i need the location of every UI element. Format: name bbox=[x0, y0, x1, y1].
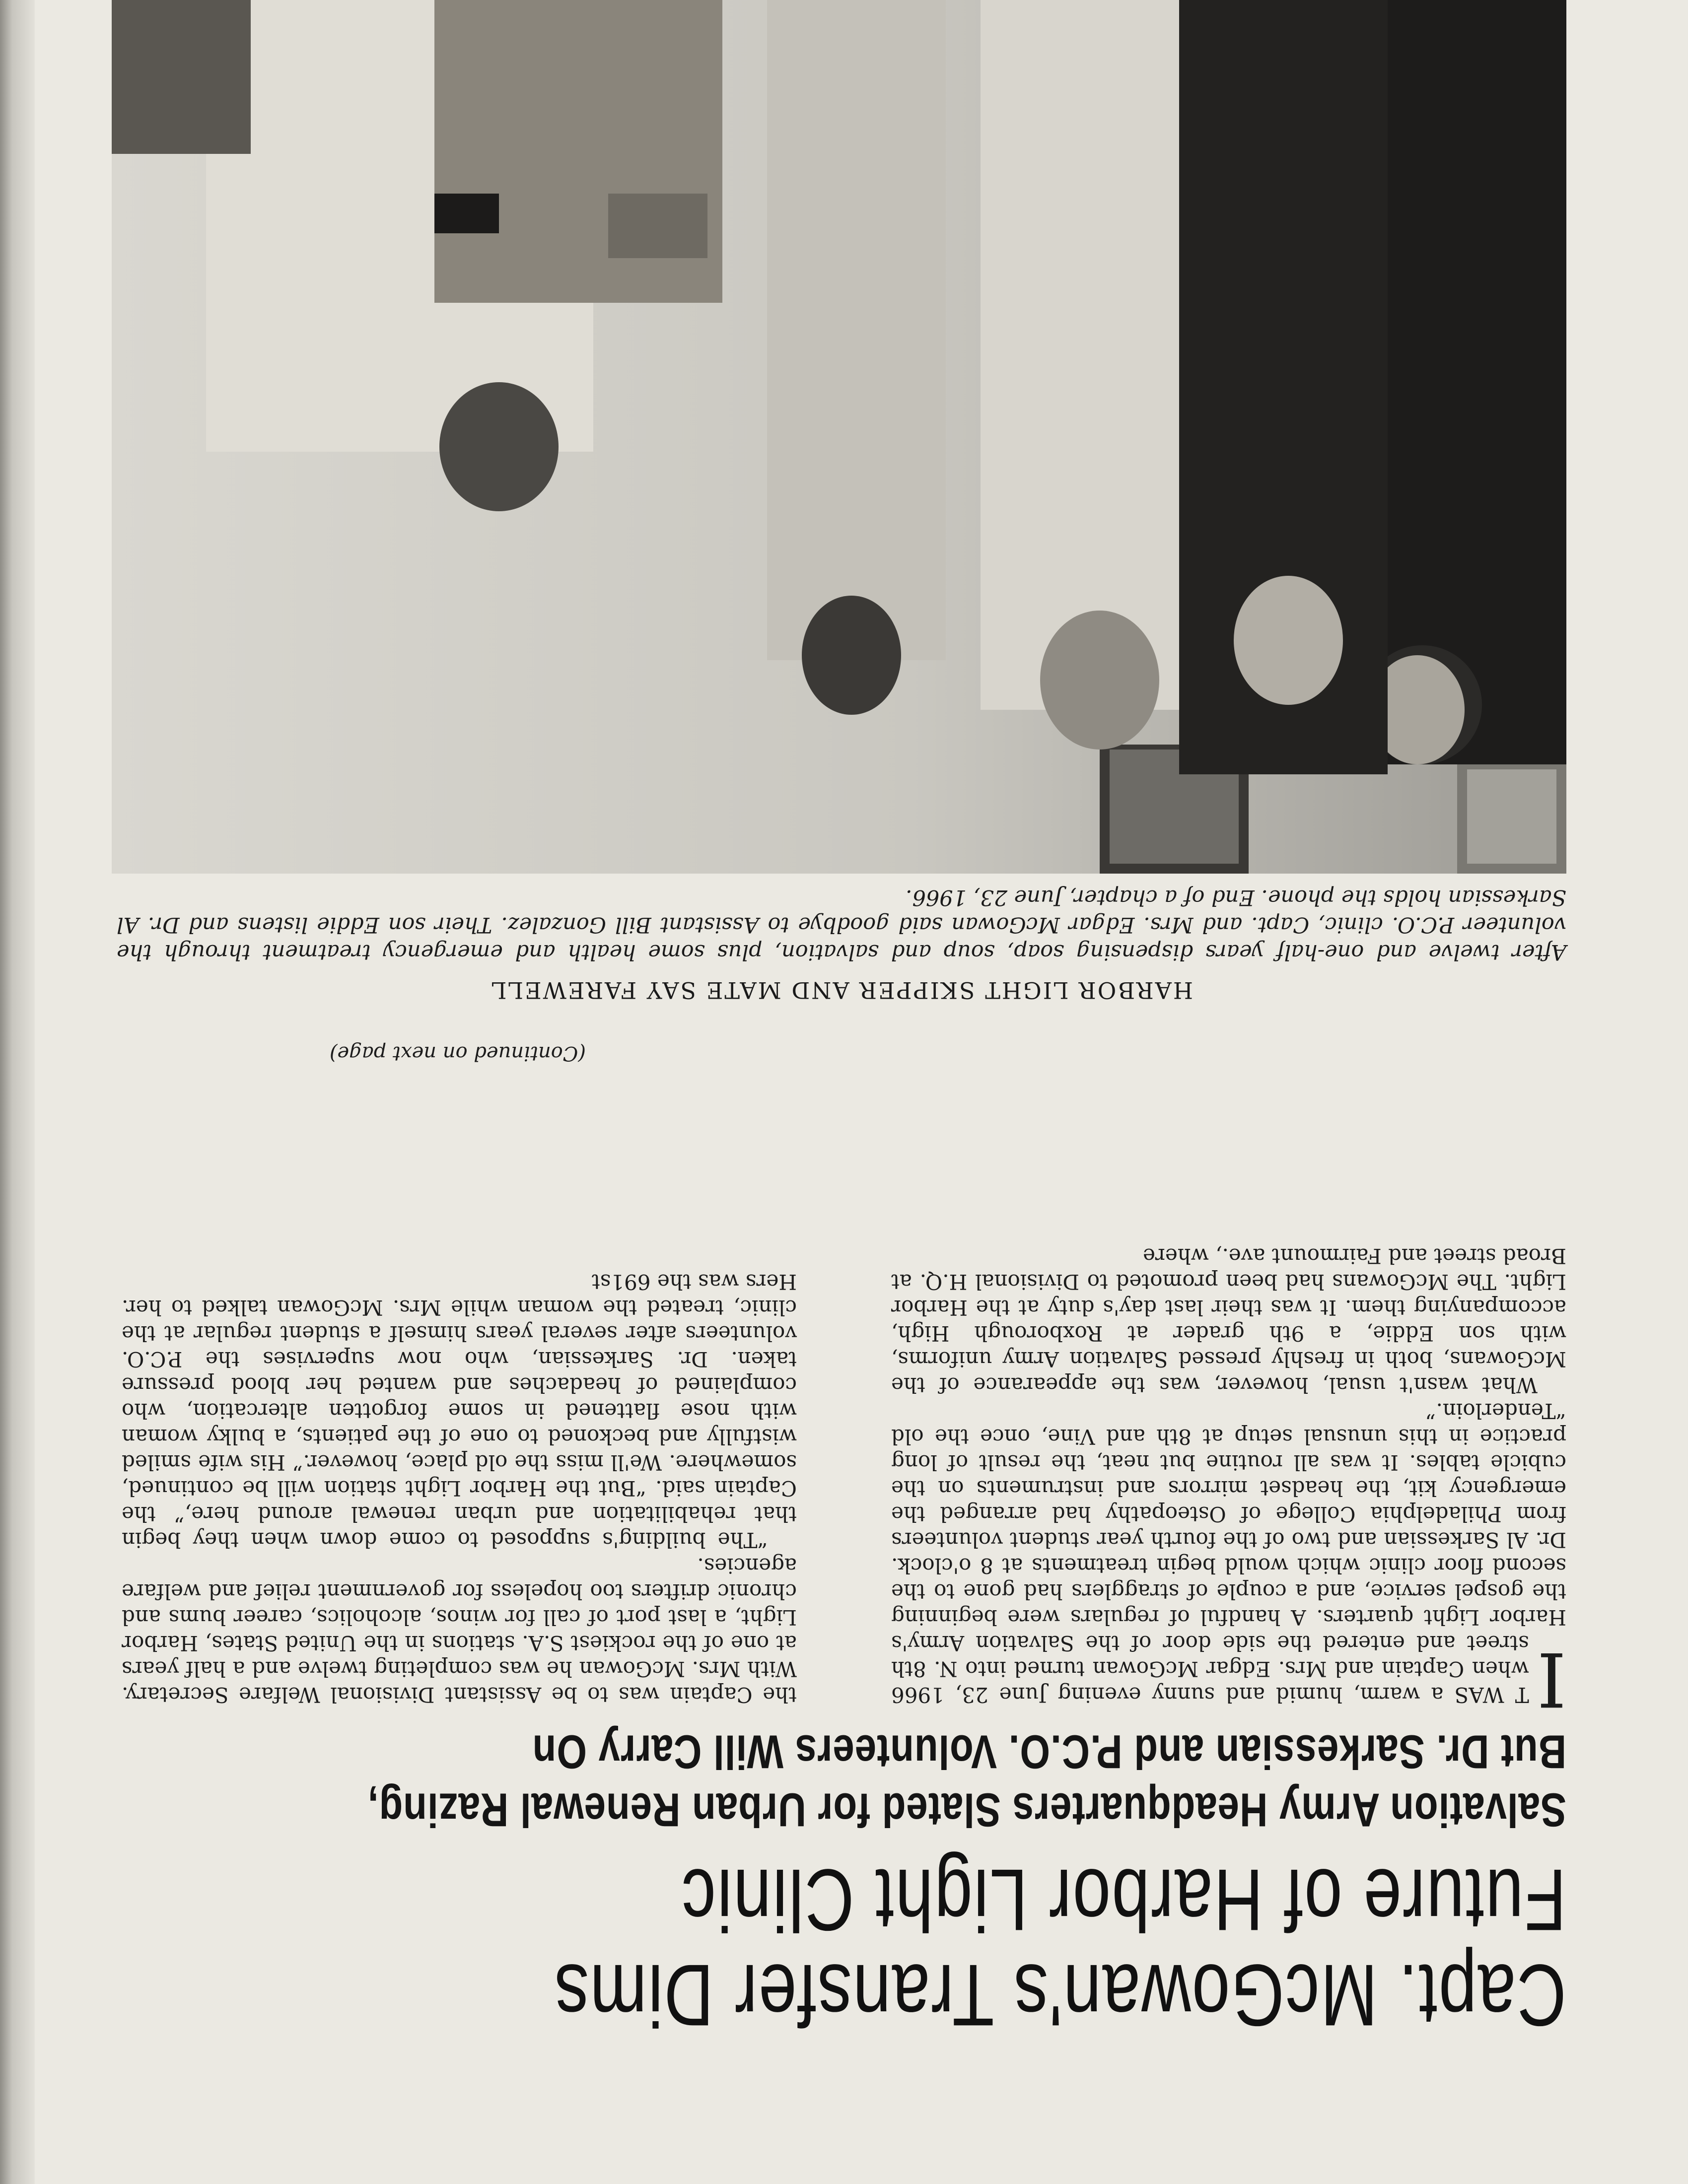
article-paragraph: What wasn't usual, however, was the appearance of the McGowans, both in freshly pressed Salvation Army uniforms, with son Eddie, a 9th grader at Roxborough High, accompanying them. It was their last day's duty at the Harbor Light. The McGowans had been promoted to Divisional H.Q. at Broad street and Fairmount ave., where bbox=[891, 1244, 1566, 1397]
photo-caption-title: HARBOR LIGHT SKIPPER AND MATE SAY FAREWELL bbox=[490, 977, 1194, 1004]
headline-line-1: Capt. McGowan's Transfer Dims bbox=[554, 1946, 1566, 2044]
article-paragraph: the Captain was to be Assistant Divisional Welfare Secretary. With Mrs. McGowan he was completing twelve and a half years at one of the rockiest S.A. stations in the United States, Harbor Light, a last port of call for winos, alcoholics, career bums and chronic drifters too hopeless for government relief and welfare agencies. bbox=[122, 1554, 797, 1707]
article-paragraph: “The building's supposed to come down when they begin that rehabilitation and urban renewal around here,” the Captain said. “But the Harbor Light station will be continued, somewhere. We'll miss the old place, however.” His wife smiled wistfully and beckoned to one of the patients, a bulky woman with nose flattened in some forgotten altercation, who complained of headaches and wanted her blood pressure taken. Dr. Sarkessian, who now supervises the P.C.O. volunteers after several years himself a student regular at the clinic, treated the woman while Mrs. McGowan talked to her. Hers was the 691st bbox=[122, 1270, 797, 1552]
subheadline-line-2: But Dr. Sarkessian and P.C.O. Volunteers Will Carry On bbox=[532, 1725, 1566, 1778]
headline-line-2: Future of Harbor Light Clinic bbox=[681, 1850, 1566, 1949]
article-column-right bbox=[122, 1269, 797, 1707]
article-column-left bbox=[891, 1243, 1566, 1722]
photo-illustration bbox=[112, 0, 1566, 874]
photo-caption-body: After twelve and one-half years dispensing soap, soup and salvation, plus some health and emergency treatment through the volunteer P.C.O. clinic, Capt. and Mrs. Edgar McGowan said goodbye to Assistant Bill Gonzalez. Their son Eddie listens and Dr. Al Sarkessian holds the phone. End of a chapter, June 23, 1966. bbox=[117, 885, 1566, 964]
continued-note: (Continued on next page) bbox=[329, 1042, 586, 1065]
subheadline-line-1: Salvation Army Headquarters Slated for Urban Renewal Razing, bbox=[367, 1783, 1566, 1837]
paragraph-text: T WAS a warm, humid and sunny evening June 23, 1966 when Captain and Mrs. Edgar McGowan turned into N. 8th street and entered the side door of the Salvation Army's Harbor Light quarters. A handful of regulars were beginning the gospel service, and a couple of stragglers had gone to the second floor clinic which would begin treatments at 8 o'clock. Dr. Al Sarkessian and two of the fourth year student volunteers from Philadelphia College of Osteopathy had arranged the emergency kit, the headset mirrors and instruments on the cubicle tables. It was all routine but neat, the result of long practice in this unusual setup at 8th and Vine, once the old “Tenderloin.” bbox=[891, 1399, 1566, 1707]
subheadline bbox=[117, 1723, 1566, 1839]
article-paragraph bbox=[891, 1398, 1566, 1722]
farewell-photograph bbox=[112, 0, 1566, 874]
drop-cap: I bbox=[1537, 1636, 1566, 1722]
headline bbox=[127, 1852, 1566, 2043]
